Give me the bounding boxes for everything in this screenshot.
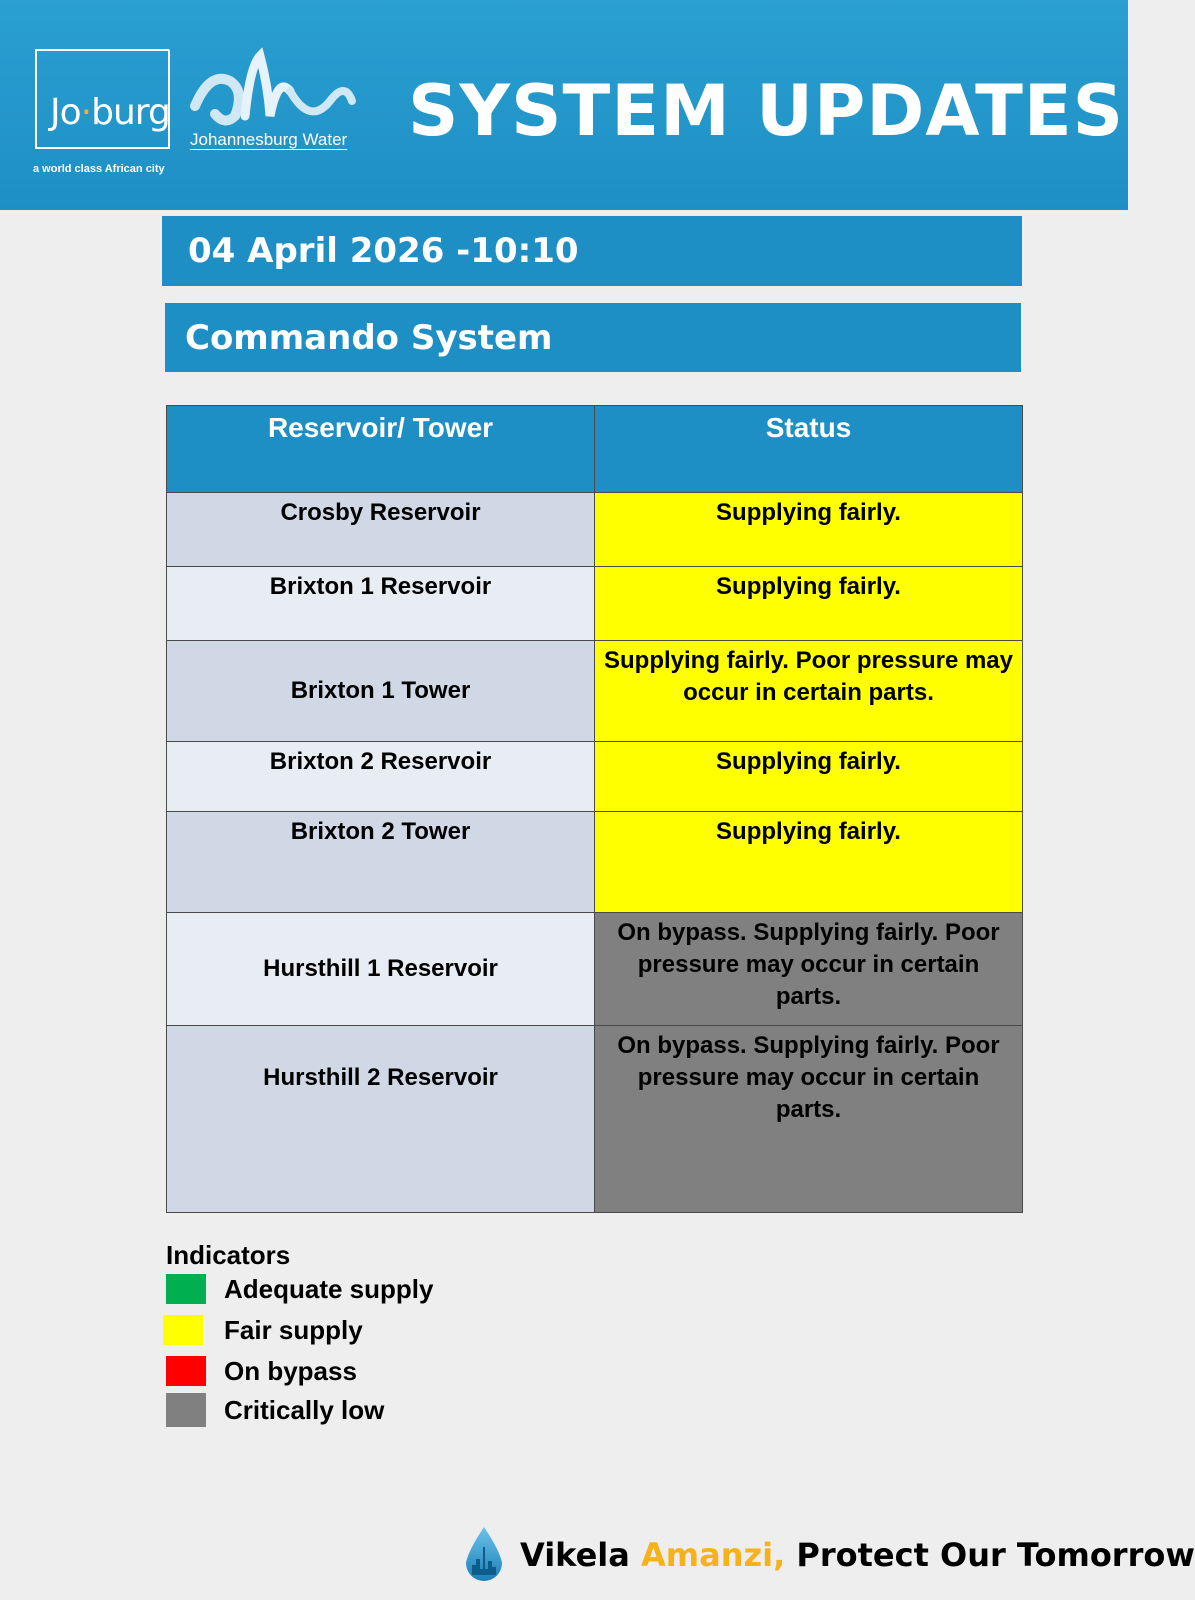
- reservoir-name: Brixton 2 Tower: [167, 812, 595, 913]
- reservoir-name: Crosby Reservoir: [167, 493, 595, 567]
- table-row: [167, 812, 1023, 913]
- table-row: [167, 493, 1023, 567]
- legend-label: Critically low: [224, 1394, 385, 1425]
- header-reservoir: Reservoir/ Tower: [167, 406, 595, 493]
- header-banner: [0, 0, 1128, 210]
- system-banner: Commando System: [165, 303, 1021, 372]
- page-title: SYSTEM UPDATES: [408, 70, 1125, 152]
- joburg-tagline: a world class African city: [33, 163, 165, 175]
- reservoir-name: Hursthill 1 Reservoir: [167, 913, 595, 1026]
- table-row: [167, 742, 1023, 812]
- reservoir-name: Brixton 1 Reservoir: [167, 567, 595, 641]
- header-status: Status: [595, 406, 1023, 493]
- status-cell: Supplying fairly.: [595, 742, 1023, 812]
- table-row: [167, 641, 1023, 742]
- legend-item-fair: [166, 1312, 363, 1348]
- status-cell: On bypass. Supplying fairly. Poor pressure may occur in certain parts.: [595, 1026, 1023, 1213]
- slogan-text: Vikela Amanzi, Protect Our Tomorrow: [520, 1536, 1195, 1574]
- legend-item-bypass: [166, 1353, 357, 1389]
- status-cell: On bypass. Supplying fairly. Poor pressure may occur in certain parts.: [595, 913, 1023, 1026]
- legend-title: Indicators: [166, 1240, 291, 1270]
- legend-item-adequate: [166, 1271, 433, 1307]
- legend-swatch: [166, 1356, 206, 1386]
- joburg-logo: Jo·burg: [50, 92, 170, 133]
- table-row: [167, 567, 1023, 641]
- legend-label: Adequate supply: [224, 1273, 434, 1304]
- status-cell: Supplying fairly. Poor pressure may occur in certain parts.: [595, 641, 1023, 742]
- water-drop-city-icon: [462, 1525, 506, 1585]
- legend-swatch: [166, 1274, 206, 1304]
- legend-swatch: [166, 1393, 206, 1427]
- reservoir-name: Brixton 1 Tower: [167, 641, 595, 742]
- legend-swatch: [163, 1315, 203, 1345]
- table-header-row: [167, 406, 1023, 493]
- status-table: [166, 405, 1023, 1213]
- johannesburg-water-logo: Johannesburg Water: [190, 130, 348, 149]
- status-cell: Supplying fairly.: [595, 493, 1023, 567]
- legend-item-critical: [166, 1392, 384, 1428]
- status-cell: Supplying fairly.: [595, 567, 1023, 641]
- reservoir-name: Brixton 2 Reservoir: [167, 742, 595, 812]
- legend-label: On bypass: [224, 1355, 357, 1386]
- table-row: [167, 1026, 1023, 1213]
- footer-slogan: [462, 1525, 1195, 1585]
- status-cell: Supplying fairly.: [595, 812, 1023, 913]
- table-row: [167, 913, 1023, 1026]
- date-banner: 04 April 2026 -10:10: [162, 216, 1022, 286]
- legend-label: Fair supply: [224, 1314, 363, 1345]
- reservoir-name: Hursthill 2 Reservoir: [167, 1026, 595, 1213]
